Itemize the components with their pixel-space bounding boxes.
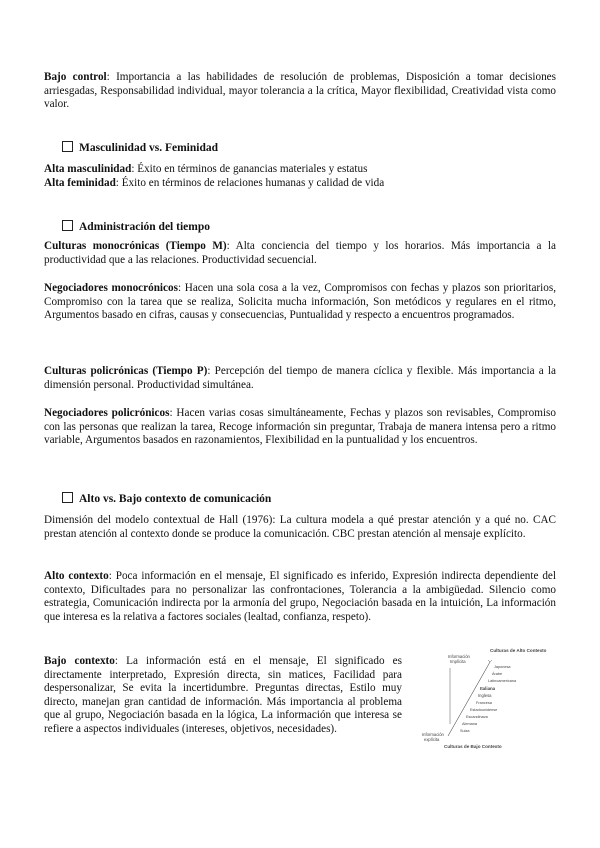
country-label: Inglesa xyxy=(478,693,492,698)
neg-monocronicos-term: Negociadores monocrónicos xyxy=(44,282,178,294)
country-label: Árabe xyxy=(492,672,503,676)
monocronicas-text: : Alta conciencia del tiempo y los horarios. Más importancia a la productividad que a las relaciones. Productividad secuencial. xyxy=(44,240,556,266)
section-title: Alto vs. Bajo contexto de comunicación xyxy=(79,493,272,505)
figure-label-top-2: Implícita xyxy=(450,659,466,664)
section-title: Administración del tiempo xyxy=(79,221,210,233)
bajo-control-text: : Importancia a las habilidades de resolución de problemas, Disposición a tomar decisiones arriesgadas, Responsabilidad individual, mayor tolerancia a la crítica, Mayor flexibilidad, Creatividad vista como valor. xyxy=(44,71,556,111)
country-label: Alemana xyxy=(462,722,477,726)
contexto-intro-text: Dimensión del modelo contextual de Hall (1976): La cultura modela a qué prestar atención y a qué no. CAC prestan atención al contexto donde se produce la comunicación. CBC prestan atención al mensaje explícito. xyxy=(44,514,556,540)
section-heading-tiempo xyxy=(62,220,210,234)
neg-policronicos-paragraph xyxy=(44,407,556,448)
country-label: Latinoamericana xyxy=(488,679,517,683)
checkbox-bullet-icon xyxy=(62,141,73,152)
contexto-intro-paragraph xyxy=(44,514,556,541)
figure-label-top-1: Información xyxy=(448,654,470,659)
alta-masculinidad-text: : Éxito en términos de ganancias materiales y estatus xyxy=(131,163,368,175)
policronicas-text: : Percepción del tiempo de manera cíclica y flexible. Más importancia a la dimensión personal. Productividad simultánea. xyxy=(44,365,556,391)
checkbox-bullet-icon xyxy=(62,492,73,503)
country-label: Estadounidense xyxy=(470,708,498,712)
neg-policronicos-term: Negociadores policrónicos xyxy=(44,407,170,419)
country-label: Suiza xyxy=(460,729,470,733)
bajo-contexto-term: Bajo contexto xyxy=(44,655,115,667)
figure-country-list xyxy=(460,665,517,733)
alta-feminidad-line xyxy=(44,177,556,191)
neg-policronicos-text: : Hacen varias cosas simultáneamente, Fechas y plazos son revisables, Compromiso con las personas que realizan la tarea, Recoge información sin preguntar, Trabaja de manera intensa pero a ritmo variable, Argumentos basados en razonamientos, Flexibilidad en la puntualidad y los encuentros. xyxy=(44,407,556,447)
country-label: Japonesa xyxy=(494,665,511,669)
country-label: Francesa xyxy=(476,701,492,705)
figure-label-bottom-2: explícita xyxy=(424,737,440,742)
bajo-control-paragraph xyxy=(44,71,556,112)
alta-feminidad-text: : Éxito en términos de relaciones humanas y calidad de vida xyxy=(115,177,385,189)
figure-label-bottom-1: Información xyxy=(422,732,444,737)
figure-arrow-head-icon xyxy=(488,660,492,662)
monocronicas-paragraph xyxy=(44,240,556,267)
neg-monocronicos-paragraph xyxy=(44,282,556,323)
section-heading-masculinidad xyxy=(62,141,218,155)
monocronicas-term: Culturas monocrónicas (Tiempo M) xyxy=(44,240,227,252)
alta-masculinidad-term: Alta masculinidad xyxy=(44,163,132,175)
neg-monocronicos-text: : Hacen una sola cosa a la vez, Compromisos con fechas y plazos son prioritarios, Compromiso con la tarea que se realiza, Solicita mucha información, Son metódicos y regulares en el ritmo, Argumentos basado en cifras, causas y consecuencias, Puntualidad y respecto a encuentros programados. xyxy=(44,282,557,322)
alto-contexto-paragraph xyxy=(44,570,556,624)
policronicas-term: Culturas policrónicas (Tiempo P) xyxy=(44,365,208,377)
alto-contexto-text: : Poca información en el mensaje, El significado es inferido, Expresión indirecta dependiente del contexto, Dificultades para no personalizar las confrontaciones, Tolerancia a la ambigüedad. Silencio como estrategia, Comunicación indirecta por la armonía del grupo, Negociación basada en la intuición, La información que interesa es la relativa a factores sociales (lealtad, confianza, respeto). xyxy=(44,570,556,623)
alto-contexto-term: Alto contexto xyxy=(44,570,109,582)
country-label: Escandinava xyxy=(466,715,488,719)
figure-title-top: Culturas de Alto Contexto xyxy=(490,648,547,653)
context-cultures-figure xyxy=(418,644,558,752)
bajo-control-term: Bajo control xyxy=(44,71,107,83)
figure-title-bottom: Culturas de Bajo Contexto xyxy=(444,744,502,749)
bajo-contexto-paragraph xyxy=(44,655,402,737)
bajo-contexto-text: : La información está en el mensaje, El significado es directamente interpretado, Expresión directa, sin matices, Facilidad para despersonalizar, Se evita la incertidumbre. Preguntas directas, Estilo muy directo, manejan gran cantidad de información. Más importancia al problema que al grupo, Negociación basada en la lógica, La información que interesa se refiere a aspectos individuales (intereses, objetivos, necesidades). xyxy=(44,655,402,735)
alta-feminidad-term: Alta feminidad xyxy=(44,177,116,189)
alta-masculinidad-line xyxy=(44,163,556,177)
checkbox-bullet-icon xyxy=(62,220,73,231)
section-title: Masculinidad vs. Feminidad xyxy=(79,142,218,154)
policronicas-paragraph xyxy=(44,365,556,392)
country-label: Italiana xyxy=(480,686,496,691)
section-heading-contexto xyxy=(62,492,271,506)
